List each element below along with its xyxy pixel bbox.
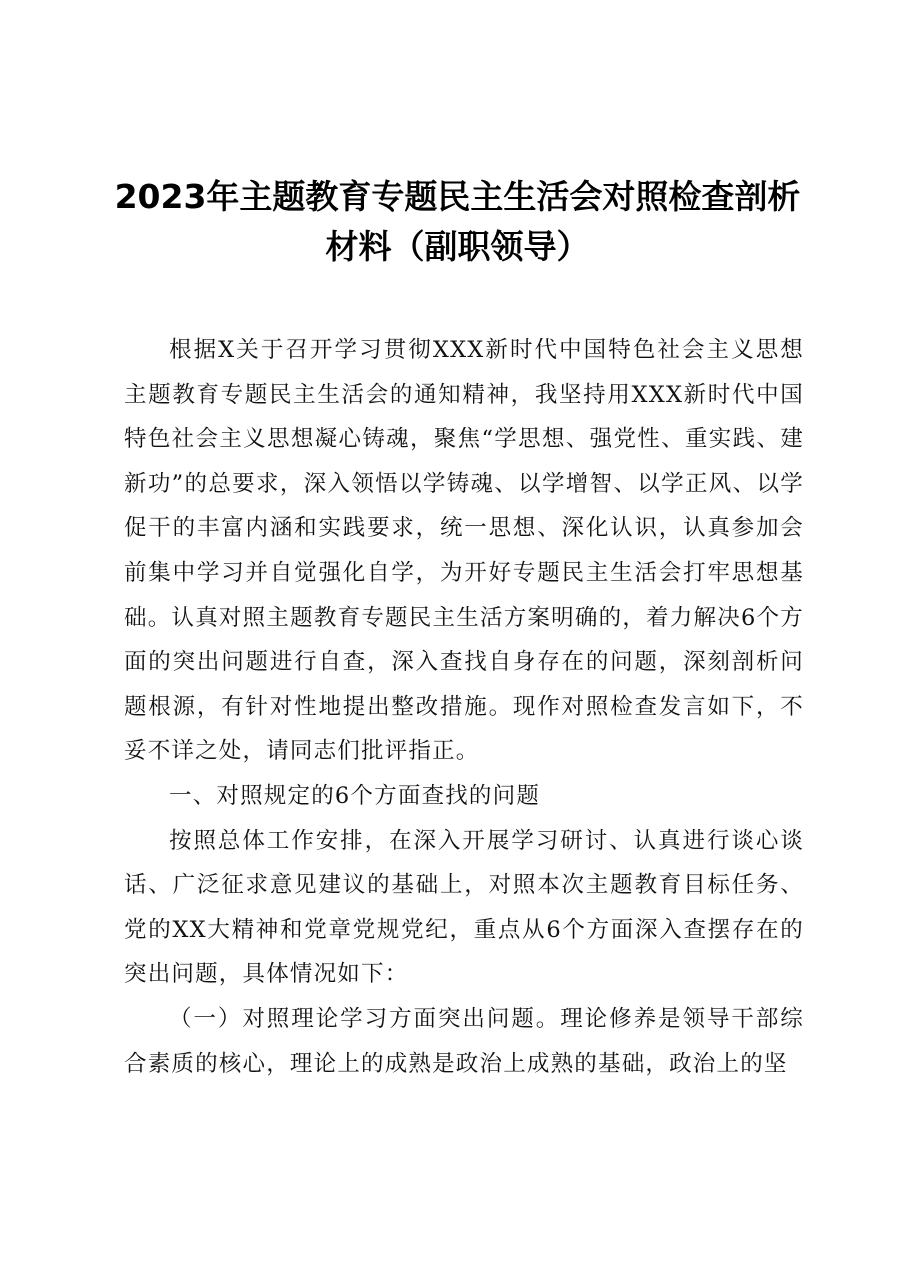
section-heading-1: 一、对照规定的6个方面查找的问题 bbox=[169, 782, 541, 809]
document-body bbox=[124, 328, 804, 1086]
paragraph-intro: 根据X关于召开学习贯彻XXX新时代中国特色社会主义思想主题教育专题民主生活会的通知精神，我坚持用XXX新时代中国特色社会主义思想凝心铸魂，聚焦“学思想、强党性、重实践、建新功”的总要求，深入领悟以学铸魂、以学增智、以学正风、以学促干的丰富内涵和实践要求，统一思想、深化认识，认真参加会前集中学习并自觉强化自学，为开好专题民主生活会打牢思想基础。认真对照主题教育专题民主生活方案明确的，着力解决6个方面的突出问题进行自查，深入查找自身存在的问题，深刻剖析问题根源，有针对性地提出整改措施。现作对照检查发言如下，不妥不详之处，请同志们批评指正。 bbox=[124, 337, 804, 765]
document-title: 2023年主题教育专题民主生活会对照检查剖析材料（副职领导） bbox=[114, 177, 801, 266]
paragraph-arrangement: 按照总体工作安排，在深入开展学习研讨、认真进行谈心谈话、广泛征求意见建议的基础上，对照本次主题教育目标任务、党的XX大精神和党章党规党纪，重点从6个方面深入查摆存在的突出问题，具体情况如下： bbox=[124, 827, 804, 988]
paragraph-theory-study: （一）对照理论学习方面突出问题。理论修养是领导干部综合素质的核心，理论上的成熟是政治上成熟的基础，政治上的坚 bbox=[124, 1005, 804, 1077]
